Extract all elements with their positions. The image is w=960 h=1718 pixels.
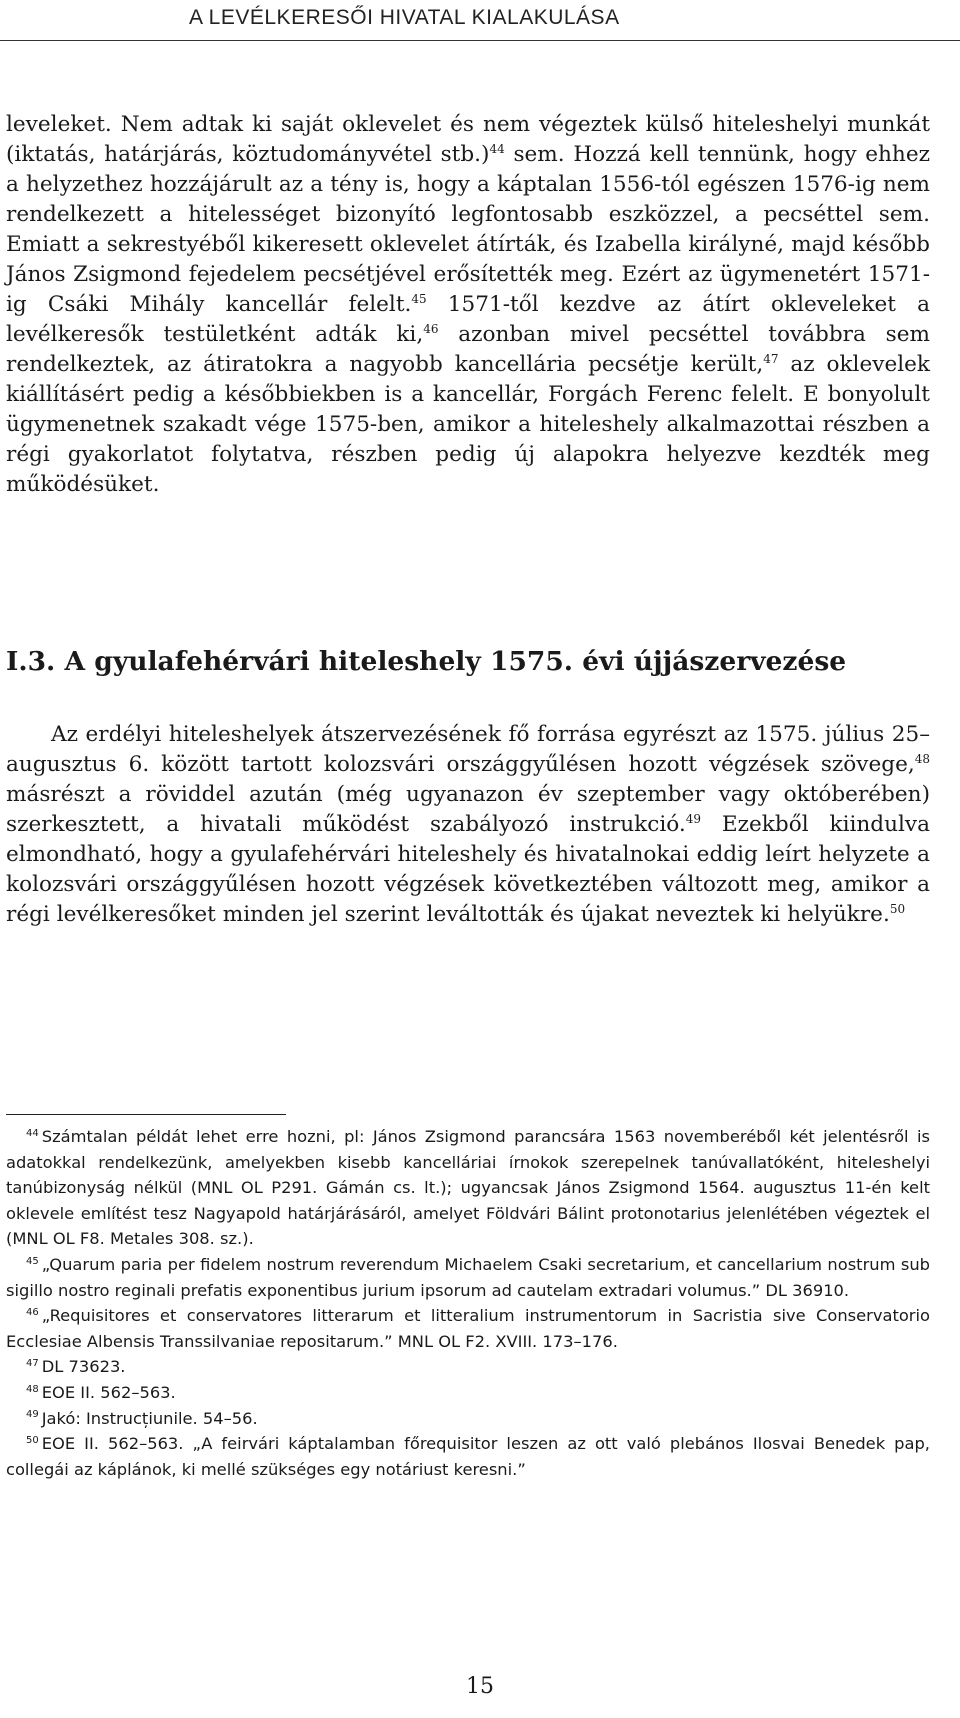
paragraph	[6, 720, 930, 930]
footnote-reference[interactable]: 45	[411, 291, 427, 306]
paragraph	[6, 110, 930, 500]
footnote-text: „Requisitores et conservatores litterarum et litteralium instrumentorum in Sacristia sive Conservatorio Ecclesiae Albensis Transsilvaniae repositarum.” MNL OL F2. XVIII. 173–176.	[6, 1306, 930, 1351]
paragraph-text: az oklevelek kiállításért pedig a későbbiekben is a kancellár, Forgách Ferenc felelt. E bonyolult ügymenetnek szakadt vége 1575-ben, amikor a hiteleshely alkalmazottai részben a régi gyakorlatot folytatva, részben pedig új alapokra helyezve kezdték meg működésüket.	[6, 352, 930, 497]
page-number: 15	[466, 1674, 494, 1699]
paragraph-text: Ezekből kiindulva elmondható, hogy a gyulafehérvári hiteleshely és hivatalnokai eddig leírt helyzete a kolozsvári országgyűlésen hozott végzések következtében változott meg, amikor a régi levélkeresőket minden jel szerint leváltották és újakat neveztek ki helyükre.	[6, 812, 930, 927]
paragraph-text: Az erdélyi hiteleshelyek átszervezésének fő forrása egyrészt az 1575. július 25–augusztus 6. között tartott kolozsvári országgyűlésen hozott végzések szövege,	[6, 722, 930, 777]
section-body	[6, 720, 930, 930]
footnote-number: 44	[26, 1127, 39, 1139]
footnote-divider	[6, 1114, 286, 1115]
footnote-reference[interactable]: 46	[423, 321, 439, 336]
paragraph-text: másrészt a röviddel azután (még ugyanazon év szeptember vagy októberében) szerkesztett, a hivatali működést szabályozó instrukció.	[6, 782, 930, 837]
footnote-text: EOE II. 562–563.	[41, 1382, 176, 1402]
running-head-title: A LEVÉLKERESŐI HIVATAL KIALAKULÁSA	[189, 6, 620, 29]
footnote	[6, 1252, 930, 1303]
footnote-text: „Quarum paria per fidelem nostrum reverendum Michaelem Csaki secretarium, et cancellarium nostrum sub sigillo nostro reginali prefatis exponentibus jurium ipsorum ad cautelam extradari volumus.” DL 36910.	[6, 1254, 930, 1300]
paragraph-text: azonban mivel pecséttel továbbra sem rendelkeztek, az átiratokra a nagyobb kancellária pecsétje került,	[6, 322, 930, 377]
footnote-reference[interactable]: 44	[489, 141, 505, 156]
footnote-number: 49	[26, 1409, 39, 1421]
footnote	[6, 1124, 930, 1252]
footnote	[6, 1406, 930, 1432]
body-text	[6, 110, 930, 500]
footnote-number: 46	[26, 1306, 39, 1318]
footnote-number: 45	[26, 1255, 39, 1267]
footnote-reference[interactable]: 47	[763, 351, 779, 366]
paragraph-text: leveleket. Nem adtak ki saját oklevelet és nem végeztek külső hiteleshelyi munkát (iktatás, határjárás, köztudományvétel stb.)	[6, 112, 930, 167]
paragraph-text: 1571-től kezdve az átírt okleveleket a levélkeresők testületként adták ki,	[6, 292, 931, 347]
footnote-number: 50	[26, 1434, 39, 1446]
running-head	[0, 0, 960, 41]
footnote-text: Jakó: Instrucțiunile. 54–56.	[41, 1408, 258, 1428]
footnote-text: Számtalan példát lehet erre hozni, pl: János Zsigmond parancsára 1563 novemberéből két jelentésről is adatokkal rendelkezünk, amelyekben kisebb kancelláriai írnokok szerepelnek tanúvallatóként, hiteleshelyi tanúbizonyság nélkül (MNL OL P291. Gámán cs. lt.); ugyancsak János Zsigmond 1564. augusztus 11-én kelt oklevele említést tesz Nagyapold határjárásáról, amelyet Földvári Bálint protonotarius jelenlétében végeztek el (MNL OL F8. Metales 308. sz.).	[6, 1127, 930, 1249]
footnotes	[6, 1124, 930, 1482]
footnote-number: 48	[26, 1383, 39, 1395]
footnote	[6, 1354, 930, 1380]
footnote-text: DL 73623.	[41, 1357, 126, 1377]
section-heading: I.3. A gyulafehérvári hiteleshely 1575. évi újjászervezése	[6, 646, 847, 677]
footnote-reference[interactable]: 48	[914, 751, 930, 766]
footnote	[6, 1431, 930, 1482]
footnote-text: EOE II. 562–563. „A feirvári káptalamban főrequisitor leszen az ott való plebános Ilosvai Benedek pap, collegái az káplánok, ki mellé szükséges egy notáriust keresni.”	[6, 1434, 930, 1479]
paragraph-text: sem. Hozzá kell tennünk, hogy ehhez a helyzethez hozzájárult az a tény is, hogy a káptalan 1556-tól egészen 1576-ig nem rendelkezett a hitelességet bizonyító legfontosabb eszközzel, a pecséttel sem. Emiatt a sekrestyéből kikeresett oklevelet átírták, és Izabella királyné, majd később János Zsigmond fejedelem pecsétjével erősítették meg. Ezért az ügymenetért 1571-ig Csáki Mihály kancellár felelt.	[6, 142, 930, 317]
footnote-reference[interactable]: 50	[889, 901, 906, 916]
footnote	[6, 1380, 930, 1406]
footnote-number: 47	[26, 1357, 39, 1369]
footnote-reference[interactable]: 49	[685, 811, 702, 826]
footnote	[6, 1303, 930, 1354]
